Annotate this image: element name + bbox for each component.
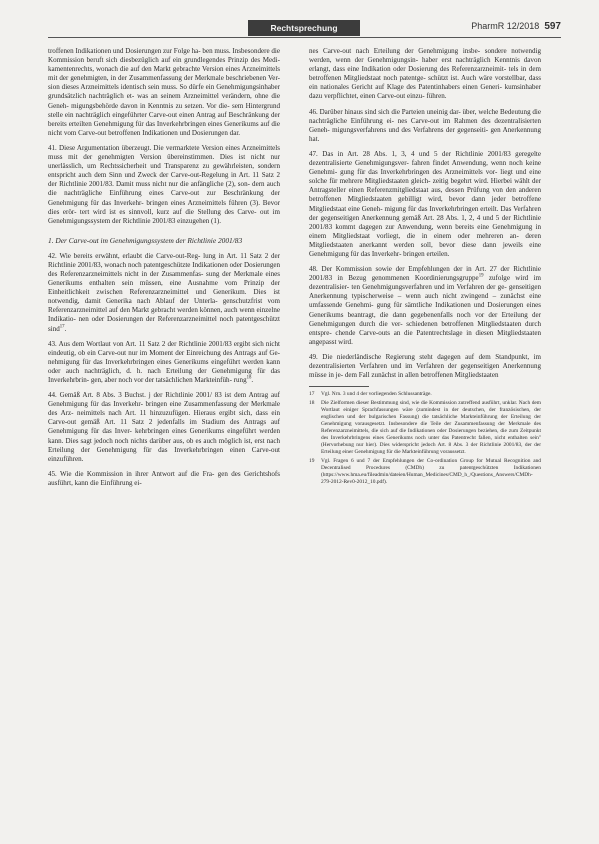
paragraph-44: 44. Gemäß Art. 8 Abs. 3 Buchst. j der Richtlinie 2001/ 83 ist dem Antrag auf Genehmigung für das Inverkehr- bringen eine Zusammenfassung der Merkmale des Arz- neimittels nach Art. 11 hinzuzufügen. Hieraus ergibt sich, dass ein Carve-out gemäß Art. 11 Satz 2 jedenfalls im Stadium des Antrags auf Genehmigung für das Inver- kehrbringen eines Generikums eingeführt werden kann. Dies sagt jedoch noch nichts darüber aus, ob es auch möglich ist, erst nach Erteilung der Genehmigung für das Inverkehrbringen einen Carve-out einzuführen. bbox=[48, 391, 280, 463]
paragraph-49: 49. Die niederländische Regierung steht dagegen auf dem Standpunkt, im dezentralisierten Verfahren und im Verfahren der gegenseitigen Anerkennung müsse in je- dem Fall zunächst in allen betroffenen Mitgliedstaaten bbox=[309, 352, 541, 380]
footnote-number: 17 bbox=[309, 391, 315, 398]
paragraph-43-text: 43. Aus dem Wortlaut von Art. 11 Satz 2 der Richtlinie 2001/83 ergibt sich nicht eindeutig, ob ein Carve-out nur im Moment der Einreichung des Antrags auf Ge- nehmigung für das Inverkehrbringen eines Generikums eingeführt werden kann oder auch nachträglich, d. h. nach Erteilung der Genehmigung für das Inverkehrbrin- gen, aber noch vor der tatsächlichen Markteinfüh- rung bbox=[48, 339, 280, 384]
paragraph-continued: troffenen Indikationen und Dosierungen zur Folge ha- ben muss. Insbesondere die Kommission beruft sich diesbezüglich auf ein grundlegendes Prinzip des Medi- kamentenrechts, wonach die auf den Markt gebrachte Version eines Arzneimittels mit der genehmigten, in der Zusammenfassung der Merkmale beschriebenen Ver- sion dieses Arzneimittels identisch sein muss. So dürfe ein Genehmigungsinhaber grundsätzlich nachträglich et- was an seinem Arzneimittel verändern, ohne die Geneh- migungsbehörde davon in Kenntnis zu setzen. Vor die- sem Hintergrund stelle ein nachträglich eingeführter Carve-out einen Antrag auf Beschränkung der bereits erteilten Genehmigung für das Inverkehrbringen eines Generikums auf die nicht vom Carve-out betroffenen Indikationen und Dosierungen dar. bbox=[48, 47, 280, 137]
footnote bbox=[309, 400, 541, 456]
footnote-number: 18 bbox=[309, 400, 315, 407]
footnote bbox=[309, 391, 541, 398]
footnote-ref-19[interactable]: 19 bbox=[478, 273, 484, 279]
footnote bbox=[309, 458, 541, 486]
running-head bbox=[471, 21, 561, 32]
footnote-text: Die Zielformen dieser Bestimmung sind, wie die Kommission zutreffend ausführt, unklar. Nach dem Wortlaut einiger Sprachfassungen wäre (zumindest in der deutschen, der französischen, der englischen und der bulgarischen Fassung) die tatsächliche Markteinführung der Erteilung der Genehmigung vorausgesetzt. Insbesondere die Teile der Zusammenfassung der Merkmale des Referenzarzneimittels, die sich auf die Indikationen oder Dosierungen beziehen, die zum Zeitpunkt des Inverkehrbringens eines Generikums noch unter das Patentrecht fallen, nicht enthalten sein" (Hervorhebung nur hier). Dies widerspricht jedoch Art. 8 Abs. 3 der Richtlinie 2001/83, der der Erteilung einer Genehmigung für die Markteinführung voraussetzt. bbox=[321, 400, 541, 456]
footnote-number: 19 bbox=[309, 458, 315, 465]
paragraph-46: 46. Darüber hinaus sind sich die Parteien uneinig dar- über, welche Bedeutung die nachträgliche Einführung ei- nes Carve-out im Rahmen des dezentralisierten Geneh- migungsverfahrens und des Verfahrens der gegenseiti- gen Anerkennung hat. bbox=[309, 107, 541, 143]
header-rule bbox=[48, 37, 561, 38]
page-header bbox=[48, 20, 561, 38]
section-heading: 1. Der Carve-out im Genehmigungssystem der Richtlinie 2001/83 bbox=[48, 235, 243, 245]
paragraph-42: 42. Wie bereits erwähnt, erlaubt die Carve-out-Reg- lung in Art. 11 Satz 2 der Richtlinie 2001/83, wonach noch patentgeschützte Indikationen oder Dosierungen des Referenzarzneimittels nicht in der Zusammenfas- sung der Merkmale eines Generikums enthalten sein müssen, eine Ausnahme vom Prinzip der Einheitlichkeit zwischen Referenzarzneimittel und Generikum. Dies ist notwendig, damit Generika nach Ablauf der Unterla- genschutzfrist vom Referenzarzneimittel auf den Markt gebracht werden können, auch wenn einzelne Indikatio- nen oder Dosierungen der Referenzarzneimittel noch patentgeschützt sind$^{17}$. bbox=[48, 251, 280, 333]
footnote-ref-18[interactable]: 18 bbox=[246, 375, 252, 381]
paragraph-48 bbox=[309, 265, 541, 347]
paragraph-42-text: 42. Wie bereits erwähnt, erlaubt die Carve-out-Reg- lung in Art. 11 Satz 2 der Richtlinie 2001/83, wonach noch patentgeschützte Indikationen oder Dosierungen des Referenzarzneimittels nicht in der Zusammenfas- sung der Merkmale eines Generikums enthalten sein müssen, eine Ausnahme vom Prinzip der Einheitlichkeit zwischen Referenzarzneimittel und Generikum. Dies ist notwendig, damit Generika nach Ablauf der Unterla- genschutzfrist vom Referenzarzneimittel auf den Markt gebracht werden können, auch wenn einzelne Indikatio- nen oder Dosierungen der Referenzarzneimittel noch patentgeschützt sind bbox=[48, 251, 280, 333]
paragraph-48-text: 48. Der Kommission sowie der Empfehlungen der in Art. 27 der Richtlinie 2001/83 in Bezug genommenen Koordinierungsgruppe bbox=[309, 265, 541, 283]
paragraph-47: 47. Das in Art. 28 Abs. 1, 3, 4 und 5 der Richtlinie 2001/83 geregelte dezentralisierte Genehmigungsver- fahren findet Anwendung, wenn noch keine Genehmi- gung für das Inverkehrbringen des Arzneimittels vor- liegt und eine solche für mehrere Mitgliedstaaten gleich- zeitig begehrt wird. Hierbei wählt der Antragsteller einen Referenzmitgliedstaat aus, dessen Prüfung von den anderen betroffenen Mitgliedstaaten gebilligt wird, bevor dann jeder betroffene Mitgliedstaat eine Geneh- migung für das Inverkehrbringen erteilt. Das Verfahren der gegenseitigen Anerkennung gemäß Art. 28 Abs. 1, 2, 4 und 5 der Richtlinie 2001/83 kommt dagegen zur Anwendung, wenn bereits eine Genehmigung in einem Mitgliedstaat vorliegt, die in einem oder mehreren an- deren Mitgliedstaaten anerkannt werden soll, bevor diese dann jeweils eine Genehmigung für das Inverkehr- bringen erteilen. bbox=[309, 149, 541, 258]
right-column bbox=[309, 47, 541, 488]
footnote-rule bbox=[309, 386, 369, 387]
paragraph-continued: nes Carve-out nach Erteilung der Genehmigung insbe- sondere notwendig werden, wenn der Genehmigungsin- haber erst nachträglich Kenntnis davon erlangt, dass eine Indikation oder Dosierung des Referenzarzneimit- tels in dem betroffenen Mitgliedstaat noch patentge- schützt ist. Auch wäre vorstellbar, dass ein nationales Gericht auf Klage des Patentinhabers einen Generi- kumsinhaber dazu verpflichtet, einen Carve-out einzu- führen. bbox=[309, 47, 541, 101]
page-number: 597 bbox=[544, 21, 561, 32]
paragraph-41: 41. Diese Argumentation überzeugt. Die vermarktete Version eines Arzneimittels muss mit der genehmigten Version übereinstimmen. Dies ist nicht nur unerlässlich, um Rechtssicherheit und Transparenz zu gewährleisten, sondern entspricht auch dem Sinn und Zweck der Carve-out-Regelung in Art. 11 Satz 2 der Richtlinie 2001/83. Damit muss nicht nur die anfängliche (2), son- dern auch die nachträgliche Einführung eines Carve-out zur Beschränkung der Genehmigung für das Inverkehr- bringen eines Arzneimittels führen (3). Bevor dies erör- tert wird ist es sinnvoll, kurz auf die Stellung des Carve- out im Genehmigungssystem der Richtlinie 2001/83 einzugehen (1). bbox=[48, 143, 280, 225]
footnote-ref-17[interactable]: 17 bbox=[59, 324, 65, 330]
footnote-text: Vgl. Fragen 6 und 7 der Empfehlungen der Co-ordination Group for Mutual Recognition and Decentralised Procedures (CMDh) zu patentgeschützten Indikationen (https://www.hma.eu/fileadmin/dateien/Human_Medicines/CMD_h_/Questions_Answers/CMDh-279-2012-Rev0-2012_10.pdf). bbox=[321, 458, 541, 486]
section-label: Rechtsprechung bbox=[248, 20, 360, 36]
paragraph-48-text-cont: zufolge wird im dezentralisier- ten Genehmigungsverfahren und im Verfahren der ge- genseitigen Anerkennung typischerweise – wenn auch nicht zwingend – zunächst eine umfassende Genehmi- gung für sämtliche Indikationen und Dosierungen eines Generikums beantragt, die dann gegebenenfalls noch vor der Erteilung der Genehmigungen durch die ver- schiedenen betroffenen Mitgliedstaaten durch entspre- chende Carve-outs an die Patentrechtslage in diesen Mitgliedstaaten angepasst wird. bbox=[309, 274, 541, 346]
paragraph-45: 45. Wie die Kommission in ihrer Antwort auf die Fra- gen des Gerichtshofs ausführt, kann die Einführung ei- bbox=[48, 469, 280, 487]
paragraph-43: 43. Aus dem Wortlaut von Art. 11 Satz 2 der Richtlinie 2001/83 ergibt sich nicht eindeutig, ob ein Carve-out nur im Moment der Einreichung des Antrags auf Ge- nehmigung für das Inverkehrbringen eines Generikums eingeführt werden kann oder auch nachträglich, d. h. nach Erteilung der Genehmigung für das Inverkehrbrin- gen, aber noch vor der tatsächlichen Markteinfüh- rung$^{18}$. bbox=[48, 339, 280, 384]
left-column bbox=[48, 47, 280, 494]
footnote-text: Vgl. Nrn. 3 und 4 der vorliegenden Schlussanträge. bbox=[321, 391, 432, 398]
journal-issue: PharmR 12/2018 bbox=[471, 21, 540, 31]
